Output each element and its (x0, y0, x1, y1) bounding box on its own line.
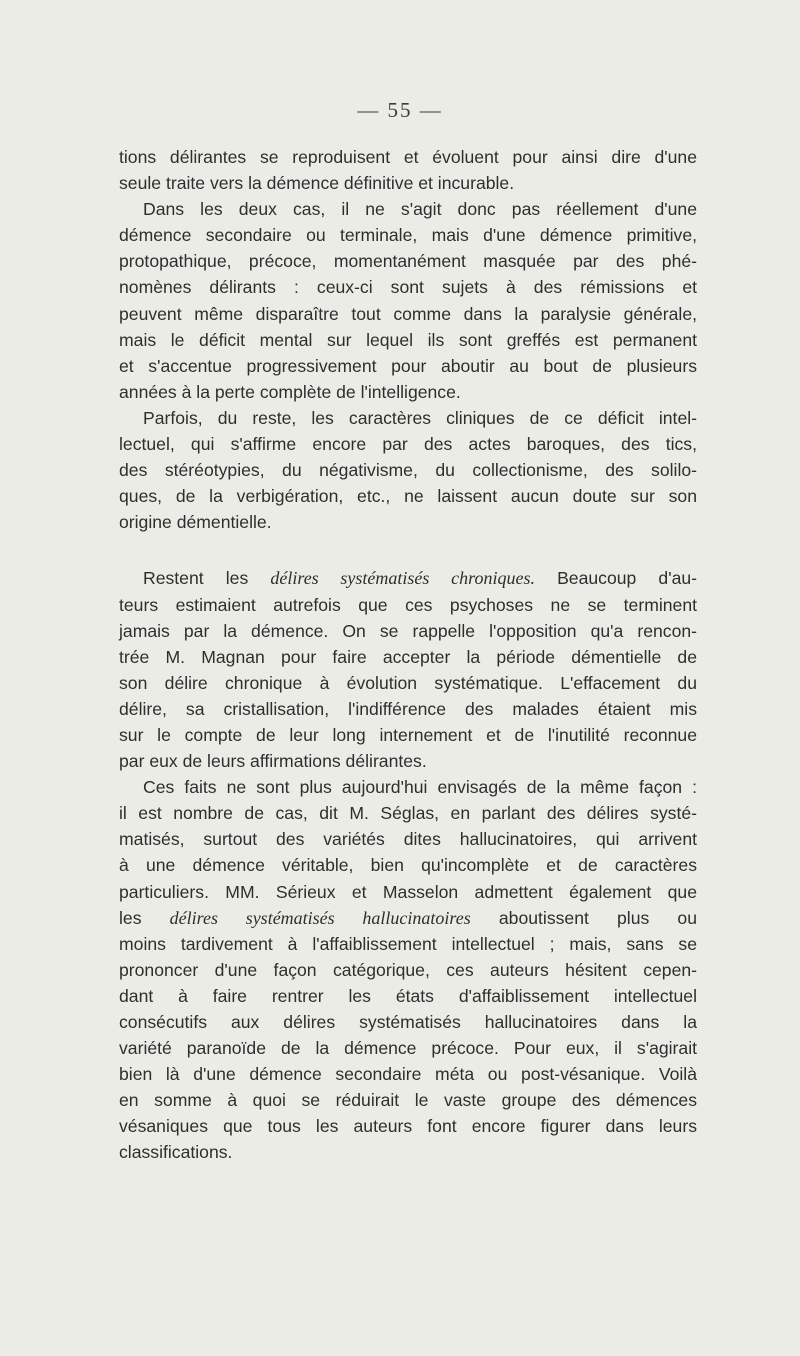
text-line: trée M. Magnan pour faire accepter la période démentielle de (119, 646, 697, 667)
text-line: vésaniques que tous les auteurs font encore figurer dans leurs (119, 1116, 697, 1137)
text-line: par eux de leurs affirmations délirantes. (119, 751, 427, 772)
text-line: nomènes délirants : ceux-ci sont sujets à des rémissions et (119, 277, 697, 298)
text-run: les (119, 907, 170, 928)
text-line: démence secondaire ou terminale, mais d'une démence primitive, (119, 225, 697, 246)
text-line: dant à faire rentrer les états d'affaiblissement intellectuel (119, 985, 697, 1006)
text-run: Beaucoup d'au- (534, 568, 697, 589)
text-line: teurs estimaient autrefois que ces psychoses ne se terminent (119, 594, 697, 615)
text-line: particuliers. MM. Sérieux et Masselon admettent également que (119, 881, 697, 902)
italic-term: délires systématisés hallucinatoires (169, 907, 471, 928)
paragraph (119, 144, 697, 196)
text-line: prononcer d'une façon catégorique, ces auteurs hésitent cepen- (119, 959, 697, 980)
paragraph (119, 196, 697, 405)
text-line: tions délirantes se reproduisent et évoluent pour ainsi dire d'une (119, 147, 697, 167)
text-line: des stéréotypies, du négativisme, du collectionisme, des solilo- (119, 460, 697, 481)
text-line: années à la perte complète de l'intelligence. (119, 381, 461, 402)
paragraph-gap (119, 535, 697, 565)
text-line: ques, de la verbigération, etc., ne laissent aucun doute sur son (119, 486, 697, 507)
text-line: protopathique, précoce, momentanément masquée par des phé- (119, 251, 697, 272)
text-line: à une démence véritable, bien qu'incomplète et de caractères (119, 855, 697, 876)
paragraph (119, 774, 697, 1165)
text-line: matisés, surtout des variétés dites hallucinatoires, qui arrivent (119, 829, 697, 850)
text-line: jamais par la démence. On se rappelle l'opposition qu'a rencon- (119, 620, 697, 641)
text-run: aboutissent plus ou (470, 907, 697, 928)
text-line: lectuel, qui s'affirme encore par des actes baroques, des tics, (119, 434, 697, 455)
text-line: Ces faits ne sont plus aujourd'hui envisagés de la même façon : (143, 777, 697, 798)
text-run: Restent les (143, 568, 271, 589)
paragraph (119, 565, 697, 774)
text-line: consécutifs aux délires systématisés hallucinatoires dans la (119, 1012, 697, 1032)
text-line: origine démentielle. (119, 512, 272, 533)
text-line: il est nombre de cas, dit M. Séglas, en parlant des délires systé- (119, 803, 697, 824)
italic-term: délires systématisés chroniques. (270, 568, 535, 589)
text-line: son délire chronique à évolution systématique. L'effacement du (119, 672, 697, 693)
text-line: Dans les deux cas, il ne s'agit donc pas réellement d'une (143, 199, 697, 220)
text-line (119, 905, 697, 931)
text-line: seule traite vers la démence définitive et incurable. (119, 173, 515, 194)
text-line: en somme à quoi se réduirait le vaste groupe des démences (119, 1090, 697, 1111)
text-line: classifications. (119, 1142, 233, 1163)
text-line: Parfois, du reste, les caractères cliniques de ce déficit intel- (143, 407, 697, 428)
text-line: bien là d'une démence secondaire méta ou post-vésanique. Voilà (119, 1064, 697, 1085)
text-line: délire, sa cristallisation, l'indifférence des malades étaient mis (119, 698, 697, 719)
text-line (119, 565, 697, 591)
text-line: peuvent même disparaître tout comme dans la paralysie générale, (119, 303, 697, 324)
text-line: moins tardivement à l'affaiblissement intellectuel ; mais, sans se (119, 933, 697, 954)
body-text (119, 144, 697, 1166)
text-line: mais le déficit mental sur lequel ils sont greffés est permanent (119, 329, 697, 350)
text-line: et s'accentue progressivement pour aboutir au bout de plusieurs (119, 355, 697, 376)
paragraph (119, 405, 697, 535)
text-line: sur le compte de leur long internement et de l'inutilité reconnue (119, 724, 697, 745)
page-number: — 55 — (357, 98, 443, 122)
text-line: variété paranoïde de la démence précoce. Pour eux, il s'agirait (119, 1038, 697, 1059)
